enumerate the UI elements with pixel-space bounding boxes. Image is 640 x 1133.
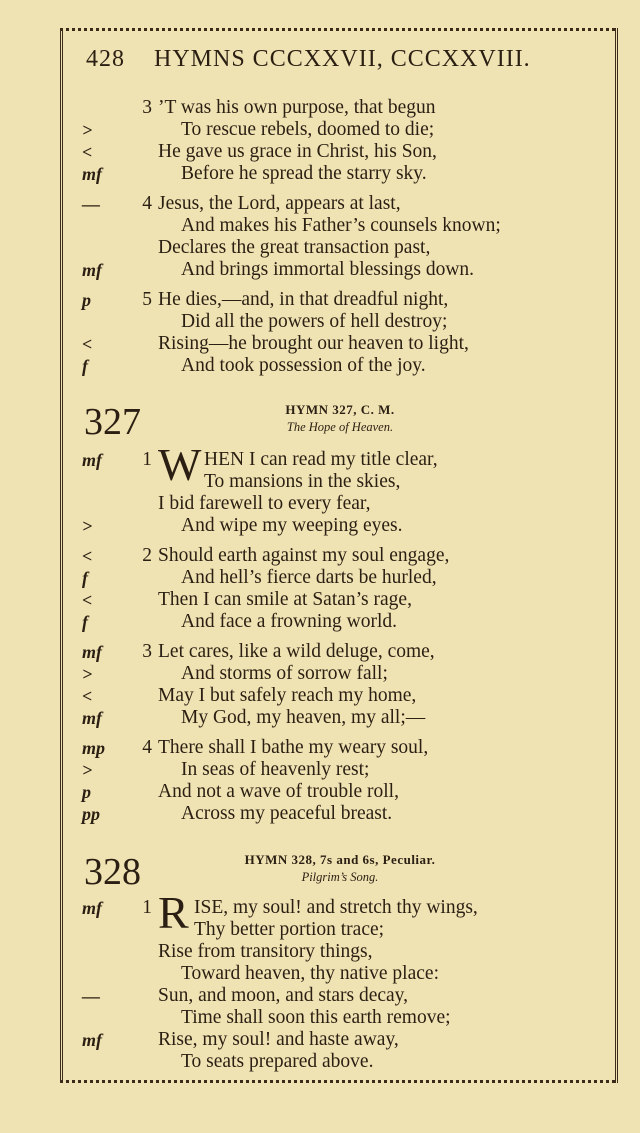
verse-text: May I but safely reach my home,	[158, 685, 417, 706]
verse-line	[0, 610, 640, 634]
hymn-number: 327	[84, 401, 141, 443]
verse-text: Thy better portion trace;	[194, 919, 385, 940]
dynamic-mark: mf	[82, 260, 102, 280]
dynamic-mark: mf	[82, 898, 102, 918]
dynamic-mark: mf	[82, 708, 102, 728]
verse-text: And makes his Father’s counsels known;	[181, 215, 501, 236]
dynamic-mark: >	[82, 516, 93, 536]
dynamic-mark: >	[82, 120, 93, 140]
verse-text: And brings immortal blessings down.	[181, 259, 475, 280]
verse-line	[0, 566, 640, 590]
verse-text: Across my peaceful breast.	[181, 803, 393, 824]
verse-line	[0, 214, 640, 238]
verse-text: HEN I can read my title clear,	[204, 449, 438, 470]
verse-text: Rise, my soul! and haste away,	[158, 1029, 399, 1050]
verse-line	[0, 780, 640, 804]
hymn-subtitle: The Hope of Heaven.	[286, 420, 394, 434]
verse-text: Declares the great transaction past,	[158, 237, 431, 258]
hymn-number: 328	[84, 851, 141, 893]
verse-text: Should earth against my soul engage,	[158, 545, 450, 566]
verse-text: Sun, and moon, and stars decay,	[158, 985, 409, 1006]
dynamic-mark: f	[82, 568, 88, 588]
verse-line	[0, 684, 640, 708]
stanza-number: 1	[142, 449, 152, 470]
running-title: HYMNS CCCXXVII, CCCXXVIII.	[154, 46, 531, 72]
verse-line	[0, 140, 640, 164]
dynamic-mark: p	[82, 782, 91, 802]
verse-text: In seas of heavenly rest;	[181, 759, 370, 780]
verse-line	[0, 354, 640, 378]
dynamic-mark: pp	[82, 804, 100, 824]
bottom-ornamental-rule	[60, 1080, 615, 1086]
dynamic-mark: mf	[82, 164, 102, 184]
stanza-number: 4	[142, 737, 152, 758]
hymn-subtitle: Pilgrim’s Song.	[301, 870, 379, 884]
stanza-number: 3	[142, 641, 152, 662]
verse-text: To mansions in the skies,	[204, 471, 401, 492]
page-number: 428	[86, 46, 125, 72]
verse-line	[0, 1028, 640, 1052]
verse-line	[0, 310, 640, 334]
verse-text: To seats prepared above.	[181, 1051, 374, 1072]
verse-text: He gave us grace in Christ, his Son,	[158, 141, 437, 162]
verse-text: Rising—he brought our heaven to light,	[158, 333, 469, 354]
stanza-number: 1	[142, 897, 152, 918]
verse-line	[0, 288, 640, 312]
dynamic-mark: <	[82, 334, 93, 354]
verse-line	[0, 984, 640, 1008]
verse-line	[0, 258, 640, 282]
running-header	[86, 46, 586, 73]
verse-text: He dies,—and, in that dreadful night,	[158, 289, 449, 310]
stanza-number: 4	[142, 193, 152, 214]
verse-text: Let cares, like a wild deluge, come,	[158, 641, 435, 662]
verse-line	[0, 940, 640, 964]
verse-text: And face a frowning world.	[181, 611, 398, 632]
dynamic-mark: >	[82, 664, 93, 684]
dynamic-mark: >	[82, 760, 93, 780]
dynamic-mark: <	[82, 590, 93, 610]
verse-line	[0, 118, 640, 142]
verse-line	[0, 736, 640, 760]
verse-text: Toward heaven, thy native place:	[181, 963, 439, 984]
dynamic-mark: <	[82, 546, 93, 566]
verse-text: To rescue rebels, doomed to die;	[181, 119, 435, 140]
verse-text: Before he spread the starry sky.	[181, 163, 427, 184]
dynamic-mark: <	[82, 686, 93, 706]
verse-text: My God, my heaven, my all;—	[181, 707, 426, 728]
verse-text: And hell’s fierce darts be hurled,	[181, 567, 437, 588]
verse-line	[0, 162, 640, 186]
verse-text: Jesus, the Lord, appears at last,	[158, 193, 401, 214]
verse-text: Did all the powers of hell destroy;	[181, 311, 448, 332]
verse-line	[0, 1050, 640, 1074]
verse-line	[0, 544, 640, 568]
verse-text: Rise from transitory things,	[158, 941, 373, 962]
verse-line	[0, 588, 640, 612]
stanza-number: 2	[142, 545, 152, 566]
stanza-number: 3	[142, 97, 152, 118]
verse-line	[0, 640, 640, 664]
dynamic-mark: —	[82, 986, 100, 1006]
hymn-title: HYMN 327, C. M.	[285, 402, 395, 417]
dynamic-mark: f	[82, 612, 88, 632]
verse-line	[0, 758, 640, 782]
verse-text: And not a wave of trouble roll,	[158, 781, 399, 802]
verse-line	[0, 470, 640, 494]
verse-line	[0, 662, 640, 686]
hymn-title: HYMN 328, 7s and 6s, Peculiar.	[244, 852, 436, 867]
verse-line	[0, 192, 640, 216]
dynamic-mark: p	[82, 290, 91, 310]
verse-line	[0, 332, 640, 356]
verse-text: ISE, my soul! and stretch thy wings,	[194, 897, 478, 918]
verse-text: Time shall soon this earth remove;	[181, 1007, 451, 1028]
dynamic-mark: mf	[82, 642, 102, 662]
verse-text: There shall I bathe my weary soul,	[158, 737, 429, 758]
verse-line	[0, 492, 640, 516]
verse-text: And wipe my weeping eyes.	[181, 515, 403, 536]
verse-line	[0, 918, 640, 942]
verse-text: ’T was his own purpose, that begun	[158, 97, 436, 118]
verse-line	[0, 514, 640, 538]
verse-line	[0, 1006, 640, 1030]
dynamic-mark: f	[82, 356, 88, 376]
verse-text: And took possession of the joy.	[181, 355, 426, 376]
dynamic-mark: mp	[82, 738, 106, 758]
drop-cap: R	[158, 887, 189, 938]
drop-cap: W	[158, 439, 202, 490]
dynamic-mark: mf	[82, 1030, 102, 1050]
top-ornamental-rule	[60, 28, 615, 34]
verse-line	[0, 802, 640, 826]
stanza-number: 5	[142, 289, 152, 310]
dynamic-mark: —	[82, 194, 100, 214]
verse-line	[0, 236, 640, 260]
verse-text: I bid farewell to every fear,	[158, 493, 371, 514]
dynamic-mark: <	[82, 142, 93, 162]
verse-line	[0, 962, 640, 986]
verse-text: And storms of sorrow fall;	[181, 663, 388, 684]
verse-text: Then I can smile at Satan’s rage,	[158, 589, 412, 610]
verse-line	[0, 96, 640, 120]
dynamic-mark: mf	[82, 450, 102, 470]
verse-line	[0, 706, 640, 730]
